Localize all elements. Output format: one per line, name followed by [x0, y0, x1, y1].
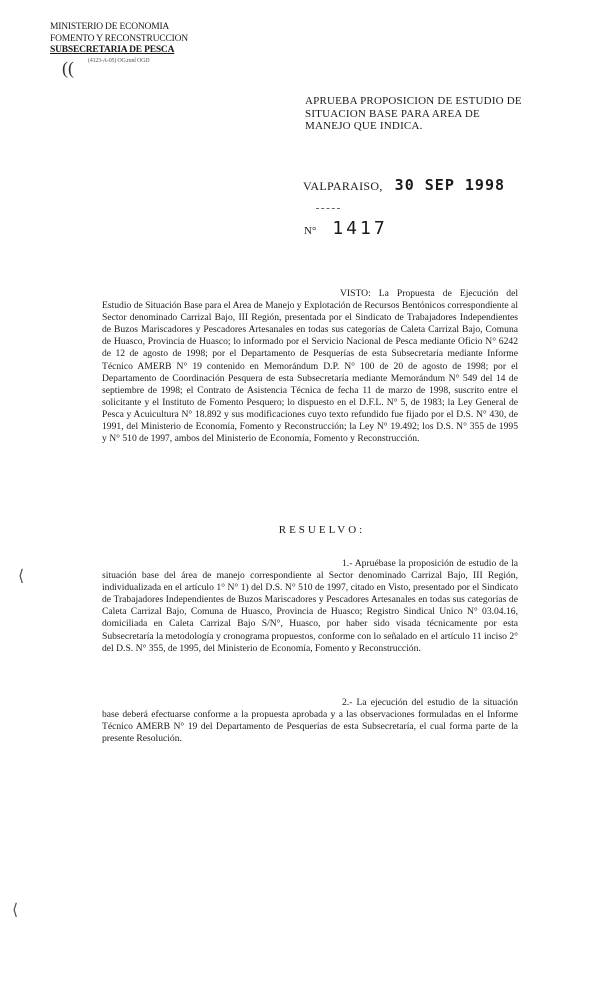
number-dash-line: [316, 208, 340, 209]
resolution-paragraph-1: 1.- Apruébase la proposición de estudio de la situación base del área de manejo correspondiente al Sector denominado Carrizal Bajo, III Región, individualizada en el artículo 1° N° 1) del D.S. N° 510 de 1997, citado en Visto, presentado por el Sindicato de Trabajadores Independientes de Buzos Mariscadores y Pescadores Artesanales en todas sus categorías de Caleta Carrizal Bajo, Comuna de Huasco, Provincia de Huasco; Registro Sindical Unico N° 03.04.16, domiciliada en Caleta Carrizal Bajo S/N°, Huasco, por haber sido visada técnicamente por esta Subsecretaría la metodología y cronograma propuestos, conforme con lo señalado en el artículo 11 inciso 2° del D.S. N° 355, de 1995, del Ministerio de Economía, Fomento y Reconstrucción.: [102, 558, 518, 654]
visto-paragraph: VISTO: La Propuesta de Ejecución del Estudio de Situación Base para el Area de Manejo y Explotación de Recursos Bentónicos correspondiente al Sector denominado Carrizal Bajo, III Región, presentada por el Sindicato de Trabajadores Independientes de Buzos Mariscadores y Pescadores Artesanales en todas sus categorías de Caleta Carrizal Bajo, Comuna de Huasco, Provincia de Huasco; lo informado por el Servicio Nacional de Pesca mediante Oficio N° 6242 de 12 de agosto de 1998; por el Departamento de Pesquerías de esta Subsecretaría mediante Informe Técnico AMERB N° 19 contenido en Memorándum D.P. N° 100 de 20 de agosto de 1998; por el Departamento de Coordinación Pesquera de esta Subsecretaría mediante Memorándum N° 549 del 14 de septiembre de 1998; el Contrato de Asistencia Técnica de fecha 11 de marzo de 1998, suscrito entre el solicitante y el Instituto de Fomento Pesquero; lo dispuesto en el D.F.L. N° 5, de 1983; la Ley General de Pesca y Acuicultura N° 18.892 y sus modificaciones cuyo texto refundido fue fijado por el D.S. N° 430, de 1991, del Ministerio de Economía, Fomento y Reconstrucción; la Ley N° 19.492; los D.S. N° 355 de 1995 y N° 510 de 1997, ambos del Ministerio de Economía, Fomento y Reconstrucción.: [102, 288, 518, 445]
letterhead-ministry: MINISTERIO DE ECONOMIA: [50, 22, 170, 32]
letterhead: [50, 22, 210, 65]
number-value: 1417: [332, 218, 388, 239]
resuelvo-heading: RESUELVO:: [278, 524, 366, 536]
dateline-city: VALPARAISO,: [303, 179, 383, 193]
margin-mark-icon: ⟨: [18, 568, 25, 585]
margin-mark-icon: ⟨: [12, 902, 19, 919]
document-subject: APRUEBA PROPOSICION DE ESTUDIO DE SITUACION BASE PARA AREA DE MANEJO QUE INDICA.: [305, 95, 522, 132]
number-label: N°: [304, 225, 317, 237]
letterhead-ministry-sub: FOMENTO Y RECONSTRUCCION: [50, 33, 188, 44]
corner-handwritten-mark: ((: [62, 58, 74, 78]
letterhead-reference: (4123-A-05) OG.mnl OGD: [88, 57, 150, 64]
letterhead-subsecretaria: SUBSECRETARIA DE PESCA: [50, 45, 175, 55]
resolution-paragraph-2: 2.- La ejecución del estudio de la situación base deberá efectuarse conforme a la propuesta aprobada y a las observaciones formuladas en el Informe Técnico AMERB N° 19 del Departamento de Pesquerías de esta Subsecretaría, el cual forma parte de la presente Resolución.: [102, 697, 518, 745]
dateline: [303, 176, 563, 195]
resolution-number: [304, 218, 388, 239]
date-stamp: 30 SEP 1998: [394, 176, 506, 194]
